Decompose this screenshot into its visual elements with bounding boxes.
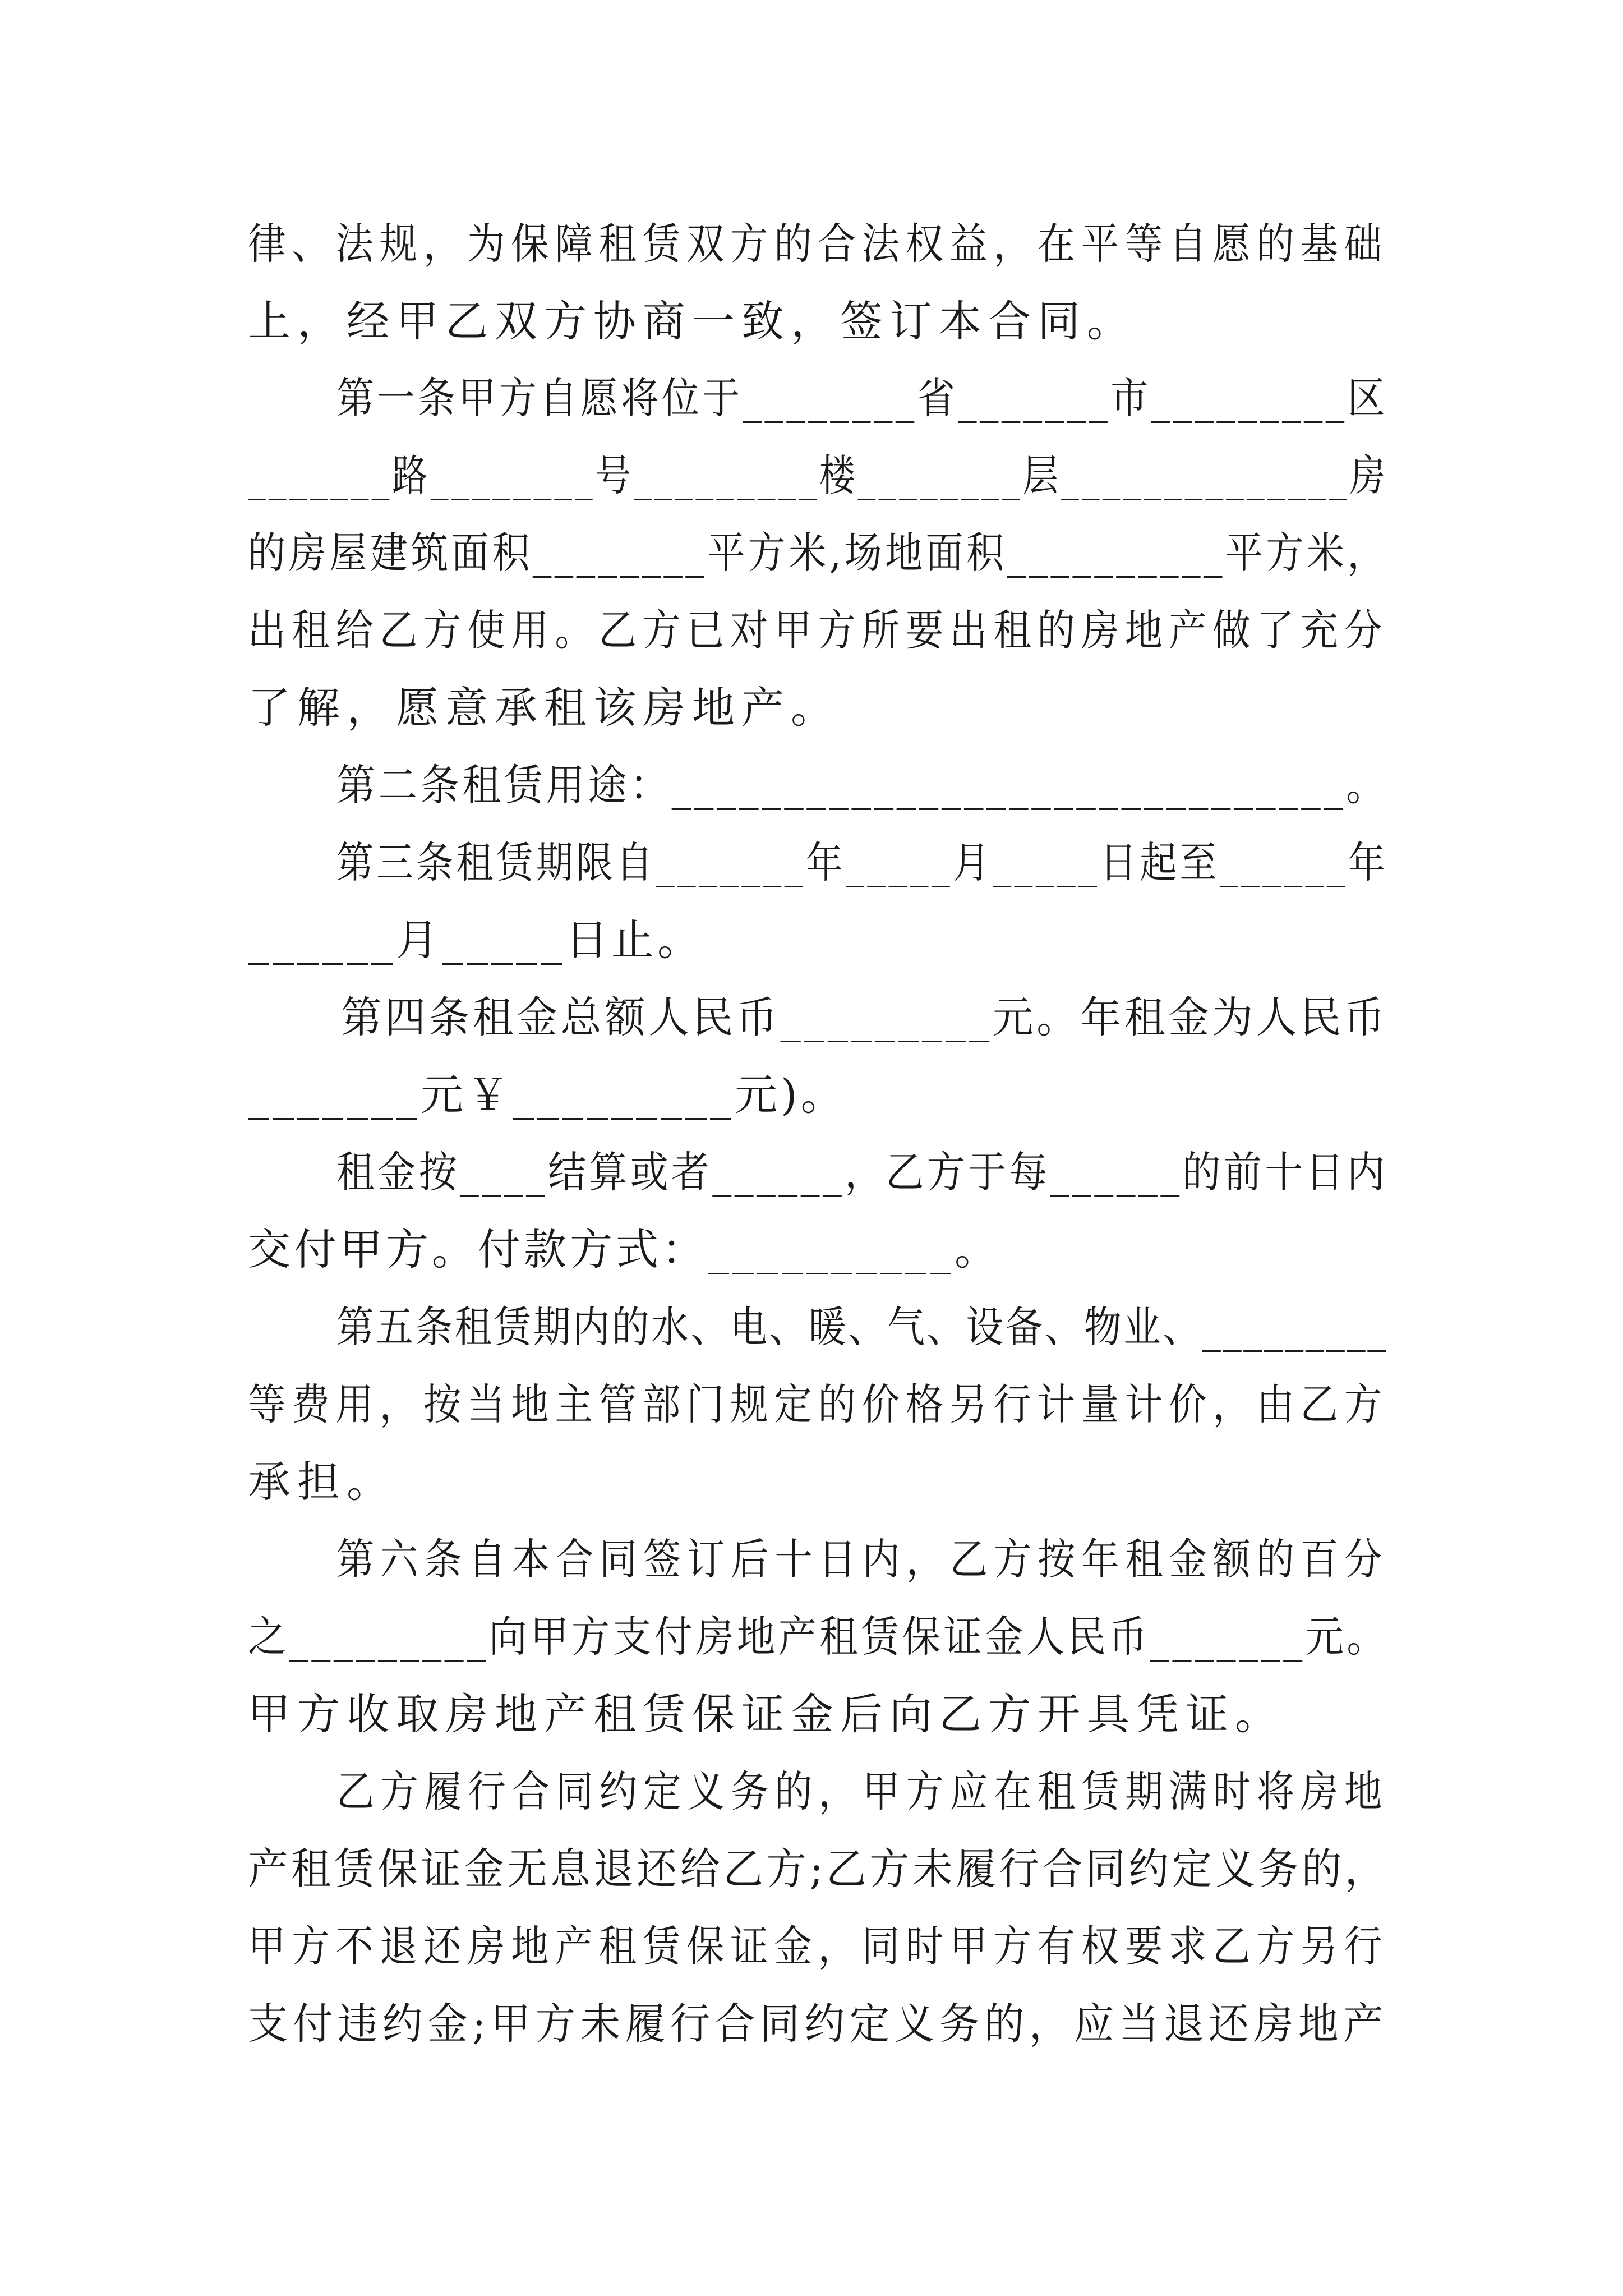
text-segment: 租金按____结算或者______，乙方于每______的前十日内	[336, 1147, 1388, 1197]
text-line	[0, 1830, 1623, 1908]
text-line	[0, 1365, 1623, 1444]
text-line	[0, 901, 1623, 979]
text-segment: 产租赁保证金无息退还给乙方;乙方未履行合同约定义务的，	[248, 1844, 1388, 1894]
text-segment: 等费用，按当地主管部门规定的价格另行计量计价，由乙方	[248, 1379, 1388, 1429]
text-segment: 交付甲方。付款方式：__________。	[248, 1225, 1000, 1274]
text-line	[0, 1211, 1623, 1289]
text-line	[0, 282, 1623, 361]
text-segment: 支付违约金;甲方未履行合同约定义务的，应当退还房地产	[248, 1999, 1389, 2049]
text-line	[0, 514, 1623, 592]
text-segment: 承担。	[248, 1457, 396, 1507]
text-segment: 了解，愿意承租该房地产。	[248, 683, 840, 733]
text-segment: 甲方不退还房地产租赁保证金，同时甲方有权要求乙方另行	[248, 1921, 1388, 1971]
text-segment: 的房屋建筑面积________平方米,场地面积__________平方米，	[248, 528, 1388, 578]
text-segment: 第二条租赁用途：______________________________。	[336, 760, 1389, 810]
text-line	[0, 1520, 1623, 1599]
text-line	[0, 978, 1623, 1057]
text-segment: 律、法规，为保障租赁双方的合法权益，在平等自愿的基础	[248, 219, 1388, 269]
text-line	[0, 1056, 1623, 1134]
text-line	[0, 1288, 1623, 1366]
text-segment: 第四条租金总额人民币_________元。年租金为人民币	[341, 992, 1389, 1042]
text-segment: 甲方收取房地产租赁保证金后向乙方开具凭证。	[248, 1689, 1284, 1739]
text-line	[0, 746, 1623, 825]
text-line	[0, 1133, 1623, 1212]
text-line	[0, 1907, 1623, 1986]
text-line	[0, 436, 1623, 515]
text-line	[0, 1752, 1623, 1831]
text-line	[0, 205, 1623, 283]
text-segment: _______路________号_________楼________层______________房	[248, 450, 1389, 500]
text-line	[0, 1598, 1623, 1676]
text-line	[0, 823, 1623, 902]
text-line	[0, 591, 1623, 670]
text-line	[0, 1985, 1623, 2063]
text-line	[0, 359, 1623, 438]
text-segment: _______元￥_________元)。	[248, 1070, 847, 1120]
text-segment: 第五条租赁期内的水、电、暖、气、设备、物业、_________	[336, 1302, 1389, 1352]
text-segment: 上，经甲乙双方协商一致，签订本合同。	[248, 296, 1136, 346]
text-segment: ______月_____日止。	[248, 915, 703, 965]
text-segment: 第三条租赁期限自_______年_____月_____日起至______年	[336, 838, 1389, 887]
text-segment: 第一条甲方自愿将位于________省_______市_________区	[336, 373, 1388, 423]
text-segment: 之_________向甲方支付房地产租赁保证金人民币_______元。	[248, 1612, 1389, 1662]
text-segment: 第六条自本合同签订后十日内，乙方按年租金额的百分	[336, 1534, 1389, 1584]
text-line	[0, 1675, 1623, 1754]
text-segment: 乙方履行合同约定义务的，甲方应在租赁期满时将房地	[336, 1766, 1389, 1816]
text-segment: 出租给乙方使用。乙方已对甲方所要出租的房地产做了充分	[248, 605, 1388, 655]
text-line	[0, 1443, 1623, 1521]
text-line	[0, 669, 1623, 747]
